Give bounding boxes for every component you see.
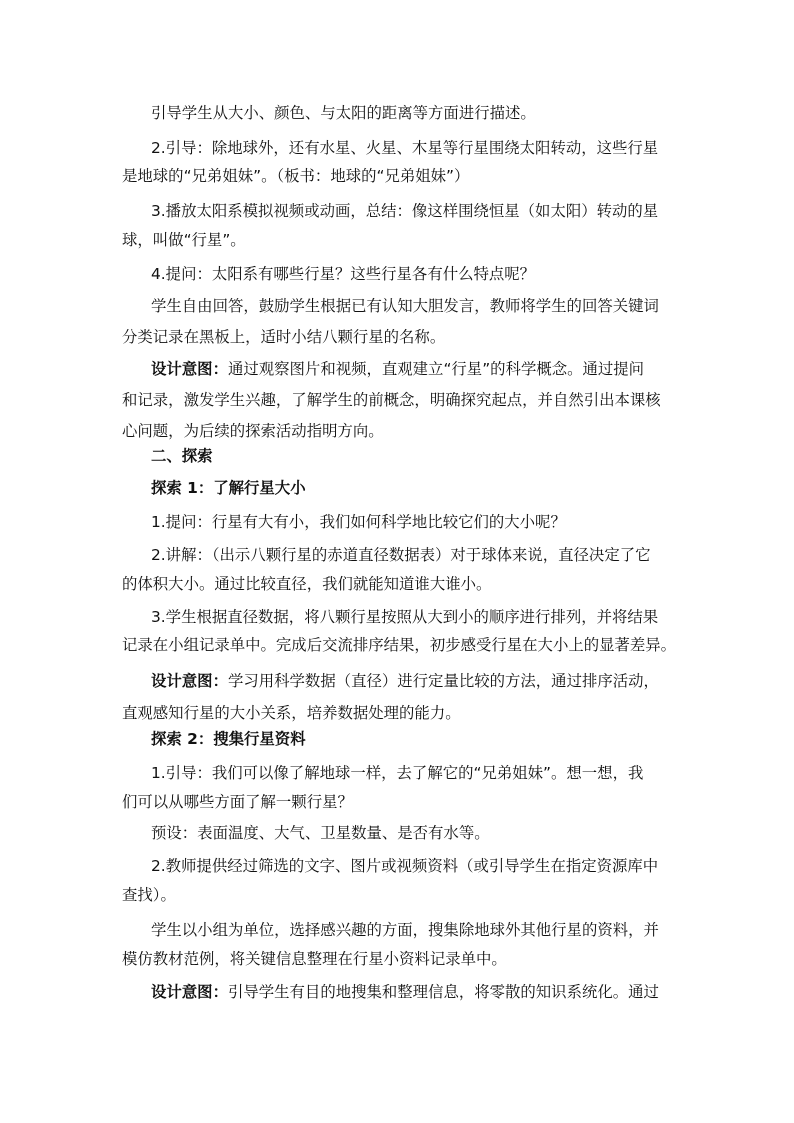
subsection-heading: 探索 1：了解行星大小 xyxy=(151,479,306,497)
paragraph-line: 3.学生根据直径数据，将八颗行星按照从大到小的顺序进行排列，并将结果 xyxy=(151,608,659,626)
design-intent-line xyxy=(151,671,659,691)
paragraph-line: 是地球的“兄弟姐妹”。（板书：地球的“兄弟姐妹”） xyxy=(122,167,470,185)
paragraph-line: 2.讲解：（出示八颗行星的赤道直径数据表）对于球体来说，直径决定了它 xyxy=(151,546,651,564)
design-intent-text: 学习用科学数据（直径）进行定量比较的方法，通过排序活动， xyxy=(227,672,659,690)
paragraph-line: 2.引导：除地球外，还有水星、火星、木星等行星围绕太阳转动，这些行星 xyxy=(151,139,659,157)
subsection-heading: 探索 2：搜集行星资料 xyxy=(151,730,306,748)
paragraph-line: 和记录，激发学生兴趣，了解学生的前概念，明确探究起点，并自然引出本课核 xyxy=(122,391,661,409)
design-intent-label: 设计意图： xyxy=(151,672,228,690)
paragraph-line: 心问题，为后续的探索活动指明方向。 xyxy=(122,422,384,440)
paragraph-line: 查找）。 xyxy=(122,886,176,904)
design-intent-line xyxy=(151,982,659,1002)
paragraph-line: 4.提问：太阳系有哪些行星？这些行星各有什么特点呢？ xyxy=(151,265,536,283)
paragraph-line: 分类记录在黑板上，适时小结八颗行星的名称。 xyxy=(122,328,446,346)
paragraph-line: 2.教师提供经过筛选的文字、图片或视频资料（或引导学生在指定资源库中 xyxy=(151,857,659,875)
paragraph-line: 学生以小组为单位，选择感兴趣的方面，搜集除地球外其他行星的资料，并 xyxy=(151,921,659,939)
paragraph-line: 学生自由回答，鼓励学生根据已有认知大胆发言，教师将学生的回答关键词 xyxy=(151,297,659,315)
design-intent-line xyxy=(151,359,644,379)
paragraph-line: 1.提问：行星有大有小，我们如何科学地比较它们的大小呢？ xyxy=(151,513,566,531)
paragraph-line: 记录在小组记录单中。完成后交流排序结果，初步感受行星在大小上的显著差异。 xyxy=(122,636,677,654)
design-intent-text: 引导学生有目的地搜集和整理信息，将零散的知识系统化。通过 xyxy=(227,983,659,1001)
design-intent-label: 设计意图： xyxy=(151,360,228,378)
paragraph-line: 1.引导：我们可以像了解地球一样，去了解它的“兄弟姐妹”。想一想，我 xyxy=(151,764,644,782)
paragraph-line: 引导学生从大小、颜色、与太阳的距离等方面进行描述。 xyxy=(151,104,536,122)
paragraph-line: 3.播放太阳系模拟视频或动画，总结：像这样围绕恒星（如太阳）转动的星 xyxy=(151,202,659,220)
paragraph-line: 直观感知行星的大小关系，培养数据处理的能力。 xyxy=(122,704,461,722)
paragraph-line: 模仿教材范例，将关键信息整理在行星小资料记录单中。 xyxy=(122,950,507,968)
paragraph-line: 预设：表面温度、大气、卫星数量、是否有水等。 xyxy=(151,824,490,842)
design-intent-text: 通过观察图片和视频，直观建立“行星”的科学概念。通过提问 xyxy=(227,360,645,378)
paragraph-line: 们可以从哪些方面了解一颗行星？ xyxy=(122,793,353,811)
paragraph-line: 球，叫做“行星”。 xyxy=(122,231,246,249)
section-heading: 二、探索 xyxy=(151,447,213,465)
design-intent-label: 设计意图： xyxy=(151,983,228,1001)
paragraph-line: 的体积大小。通过比较直径，我们就能知道谁大谁小。 xyxy=(122,575,492,593)
